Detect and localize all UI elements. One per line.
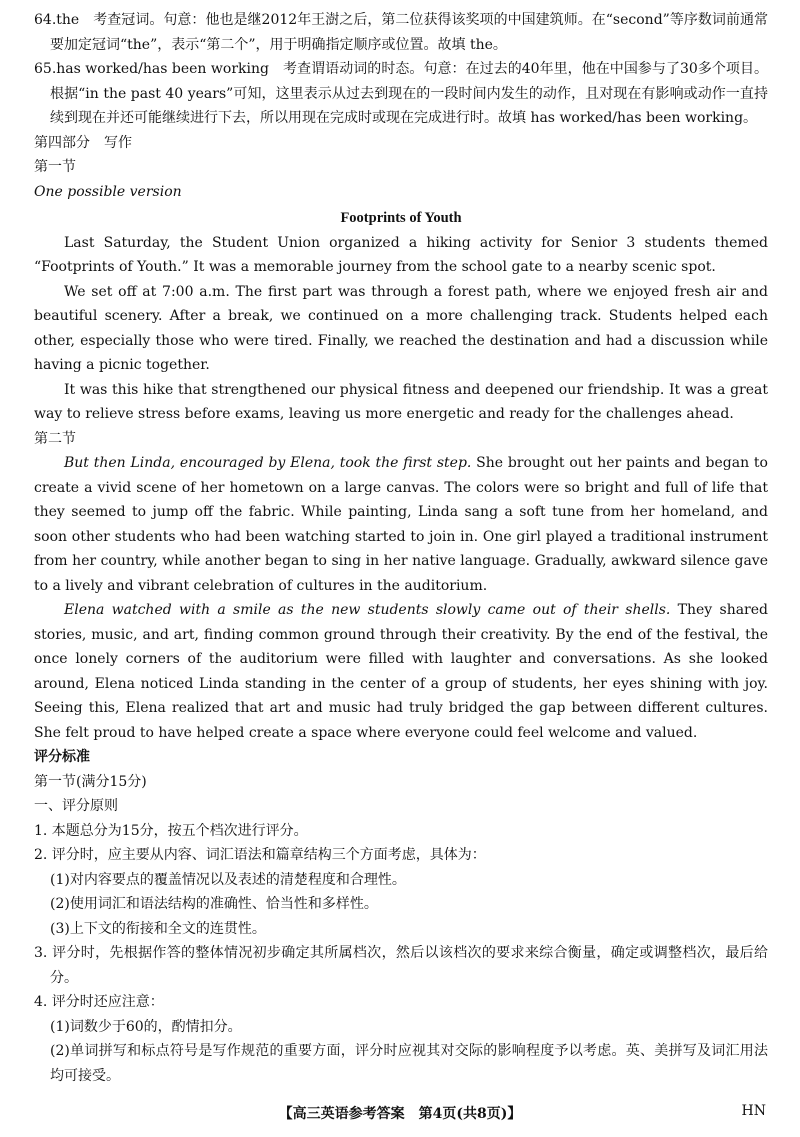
scoring-item: 1. 本题总分为15分，按五个档次进行评分。 bbox=[34, 822, 308, 839]
essay-paragraph: It was this hike that strengthened our physical fitness and deepened our friendship. It was a great way to relieve stress before exams, leaving us more energetic and ready for the challenges ahead. bbox=[34, 381, 768, 422]
continuation-paragraph bbox=[34, 451, 768, 598]
answer-number: 64. bbox=[34, 12, 57, 28]
scoring-item: 3. 评分时，先根据作答的整体情况初步确定其所属档次，然后以该档次的要求来综合衡量，确定或调整档次，最后给分。 bbox=[34, 945, 768, 986]
scoring-subitem: (1)对内容要点的覆盖情况以及表述的清楚程度和合理性。 bbox=[50, 871, 406, 888]
scoring-heading: 评分标准 bbox=[34, 749, 90, 765]
answer-65 bbox=[34, 57, 768, 131]
continuation-paragraph bbox=[34, 598, 768, 745]
scoring-subitem: (2)使用词汇和语法结构的准确性、恰当性和多样性。 bbox=[50, 896, 378, 912]
scoring-subitem: (1)词数少于60的，酌情扣分。 bbox=[50, 1018, 242, 1035]
answer-text: has worked/has been working 考查谓语动词的时态。句意：在过去的40年里，他在中国参与了30多个项目。根据“in the past 40 years”可知，这里表示从过去到现在的一段时间内发生的动作，且对现在有影响或动作一直持续到现在并还可能继续进行下去，所以用现在完成时或现在完成进行时。故填 has worked/has been working。 bbox=[50, 61, 768, 126]
answer-text: the 考查冠词。句意：他也是继2012年王澍之后，第二位获得该奖项的中国建筑师。在“second”等序数词前通常要加定冠词“the”，表示“第二个”，用于明确指定顺序或位置。故填 the。 bbox=[50, 12, 768, 53]
essay-title: Footprints of Youth bbox=[340, 210, 462, 226]
essay-paragraph: Last Saturday, the Student Union organized a hiking activity for Senior 3 students themed “Footprints of Youth.” It was a memorable journey from the school gate to a nearby scenic spot. bbox=[34, 234, 768, 275]
section1-heading: 第一节 bbox=[34, 159, 76, 175]
part4-heading: 第四部分 写作 bbox=[34, 134, 132, 151]
answer-64 bbox=[34, 8, 768, 57]
section2-heading: 第二节 bbox=[34, 430, 76, 447]
continuation-lead: Elena watched with a smile as the new students slowly came out of their shells. bbox=[64, 602, 671, 618]
continuation-body: They shared stories, music, and art, finding common ground through their creativity. By the end of the festival, the once lonely corners of the auditorium were filled with laughter and conversations. As she looked around, Elena noticed Linda standing in the center of a group of students, her eyes shining with joy. Seeing this, Elena realized that art and music had truly bridged the gap between different cultures. She felt proud to have helped create a space where everyone could feel welcome and valued. bbox=[34, 602, 768, 741]
document-page bbox=[34, 8, 768, 1088]
answer-number: 65. bbox=[34, 61, 57, 77]
possible-version-label: One possible version bbox=[34, 183, 182, 200]
continuation-body: She brought out her paints and began to create a vivid scene of her hometown on a large canvas. The colors were so bright and full of life that they seemed to jump off the fabric. While painting, Linda sang a soft tune from her homeland, and soon other students who had been watching started to join in. One girl played a traditional instrument from her country, while another began to sing in her native language. Gradually, awkward silence gave to a lively and vibrant celebration of cultures in the auditorium. bbox=[34, 455, 768, 594]
scoring-item: 4. 评分时还应注意： bbox=[34, 994, 164, 1010]
continuation-lead: But then Linda, encouraged by Elena, took the first step. bbox=[64, 455, 472, 471]
scoring-subitem: (3)上下文的衔接和全文的连贯性。 bbox=[50, 920, 266, 937]
essay-paragraph: We set off at 7:00 a.m. The first part was through a forest path, where we enjoyed fresh air and beautiful scenery. After a break, we continued on a more challenging track. Students helped each other, especially those who were tired. Finally, we reached the destination and had a discussion while having a picnic together. bbox=[34, 283, 768, 373]
scoring-section1: 第一节(满分15分) bbox=[34, 773, 147, 790]
footer-code: HN bbox=[741, 1103, 766, 1119]
scoring-subitem: (2)单词拼写和标点符号是写作规范的重要方面，评分时应视其对交际的影响程度予以考虑。英、美拼写及词汇用法均可接受。 bbox=[50, 1043, 768, 1084]
scoring-item: 2. 评分时，应主要从内容、词汇语法和篇章结构三个方面考虑，具体为： bbox=[34, 847, 486, 863]
principles-heading: 一、评分原则 bbox=[34, 798, 118, 814]
page-footer: 【高三英语参考答案 第4页(共8页)】 bbox=[278, 1106, 522, 1122]
